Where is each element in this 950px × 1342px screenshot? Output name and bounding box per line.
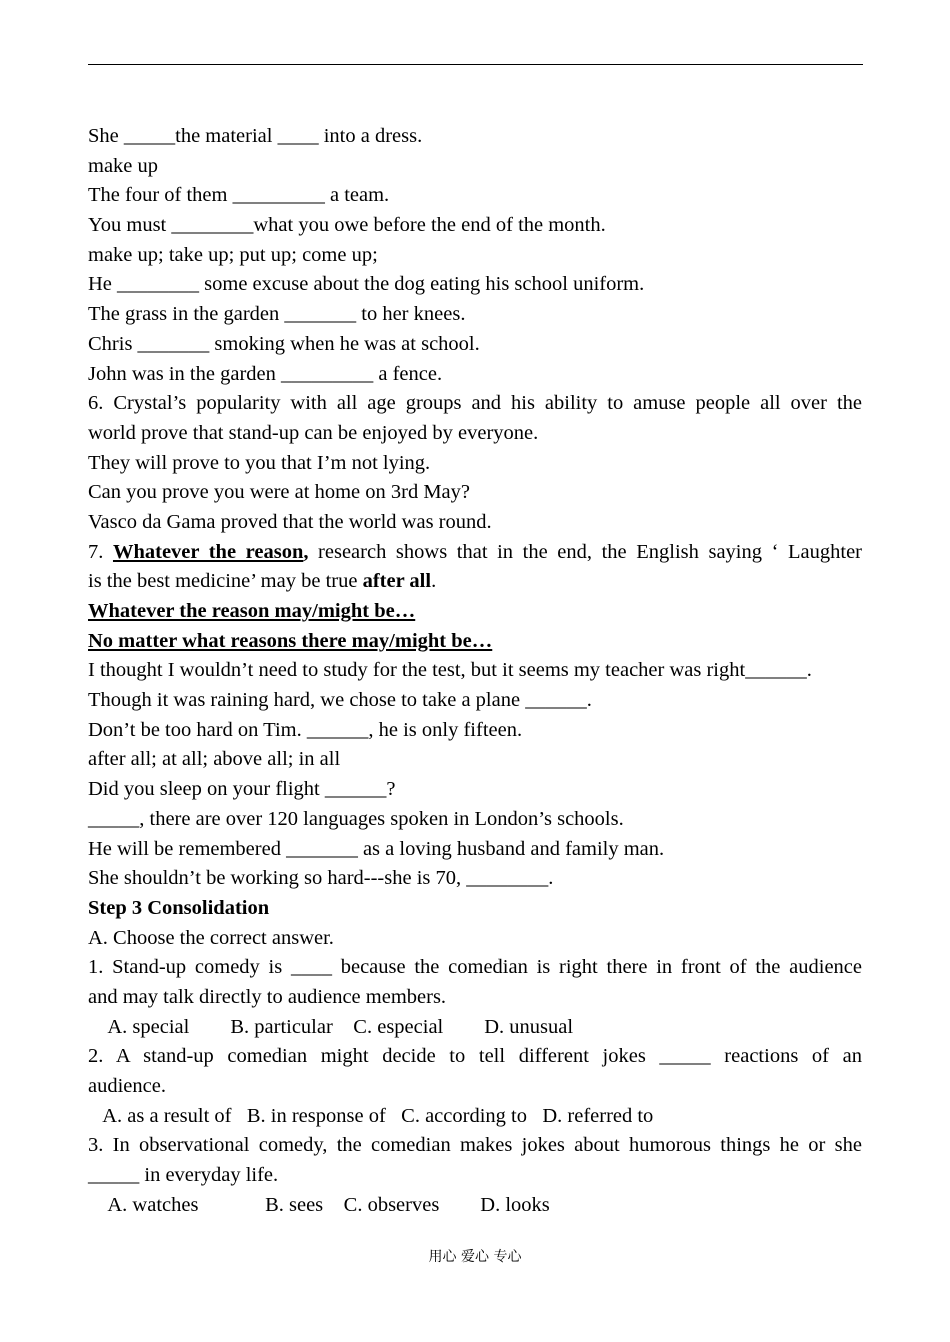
question-line: and may talk directly to audience members. [88, 985, 447, 1008]
key-phrase: Whatever the reason [112, 540, 304, 563]
text-line [88, 538, 862, 568]
answer-options: A. watches B. sees C. observes D. looks [88, 1193, 550, 1216]
header-rule [88, 64, 863, 65]
text-line: She _____the material ____ into a dress. [88, 125, 423, 147]
text-line: Did you sleep on your flight ______? [88, 778, 396, 801]
text-line: He will be remembered _______ as a loving husband and family man. [88, 837, 665, 860]
text-line: after all; at all; above all; in all [88, 748, 341, 771]
question-line: 1. Stand-up comedy is ____ because the comedian is right there in front of the audience [88, 956, 862, 979]
text-line: I thought I wouldn’t need to study for the test, but it seems my teacher was right______. [88, 659, 812, 682]
text-line: Don’t be too hard on Tim. ______, he is only fifteen. [88, 718, 523, 741]
text-line: Though it was raining hard, we chose to take a plane ______. [88, 689, 592, 712]
section-heading: Step 3 Consolidation [88, 896, 270, 919]
text-line: Can you prove you were at home on 3rd May? [88, 481, 470, 504]
item-number: 7. [88, 540, 113, 563]
instruction-line: A. Choose the correct answer. [88, 926, 334, 949]
text-line [88, 567, 862, 597]
text-line: Chris _______ smoking when he was at school. [88, 332, 480, 355]
pattern-line: Whatever the reason may/might be… [88, 600, 416, 622]
key-phrase: after all [362, 570, 432, 593]
text-line: John was in the garden _________ a fence. [88, 362, 443, 385]
text-run: is the best medicine’ may be true [88, 570, 363, 593]
document-body [88, 122, 862, 1220]
question-line: 3. In observational comedy, the comedian makes jokes about humorous things he or she [88, 1134, 862, 1157]
text-line: world prove that stand-up can be enjoyed by everyone. [88, 421, 539, 444]
question-line: 2. A stand-up comedian might decide to tell different jokes _____ reactions of an [88, 1045, 862, 1068]
text-line: She shouldn’t be working so hard---she is 70, ________. [88, 867, 554, 890]
question-line: audience. [88, 1075, 166, 1097]
text-line: You must ________what you owe before the end of the month. [88, 214, 606, 237]
answer-options: A. special B. particular C. especial D. unusual [88, 1015, 574, 1038]
text-line: They will prove to you that I’m not lying. [88, 451, 431, 474]
text-line: He ________ some excuse about the dog eating his school uniform. [88, 273, 645, 296]
text-line: Vasco da Gama proved that the world was round. [88, 510, 492, 533]
pattern-line: No matter what reasons there may/might be… [88, 629, 493, 652]
answer-options: A. as a result of B. in response of C. according to D. referred to [88, 1104, 654, 1127]
text-line: make up [88, 154, 159, 177]
text-line: The grass in the garden _______ to her knees. [88, 303, 466, 326]
question-line: _____ in everyday life. [88, 1164, 279, 1187]
text-run: . [431, 570, 437, 593]
text-line: 6. Crystal’s popularity with all age groups and his ability to amuse people all over the [88, 392, 862, 415]
comma: , [303, 540, 309, 563]
text-line: The four of them _________ a team. [88, 184, 390, 207]
text-line: _____, there are over 120 languages spoken in London’s schools. [88, 807, 624, 830]
text-run: research shows that in the end, the English saying ‘ Laughter [308, 540, 862, 563]
page-footer: 用心 爱心 专心 [428, 1249, 522, 1265]
text-line: make up; take up; put up; come up; [88, 243, 378, 266]
